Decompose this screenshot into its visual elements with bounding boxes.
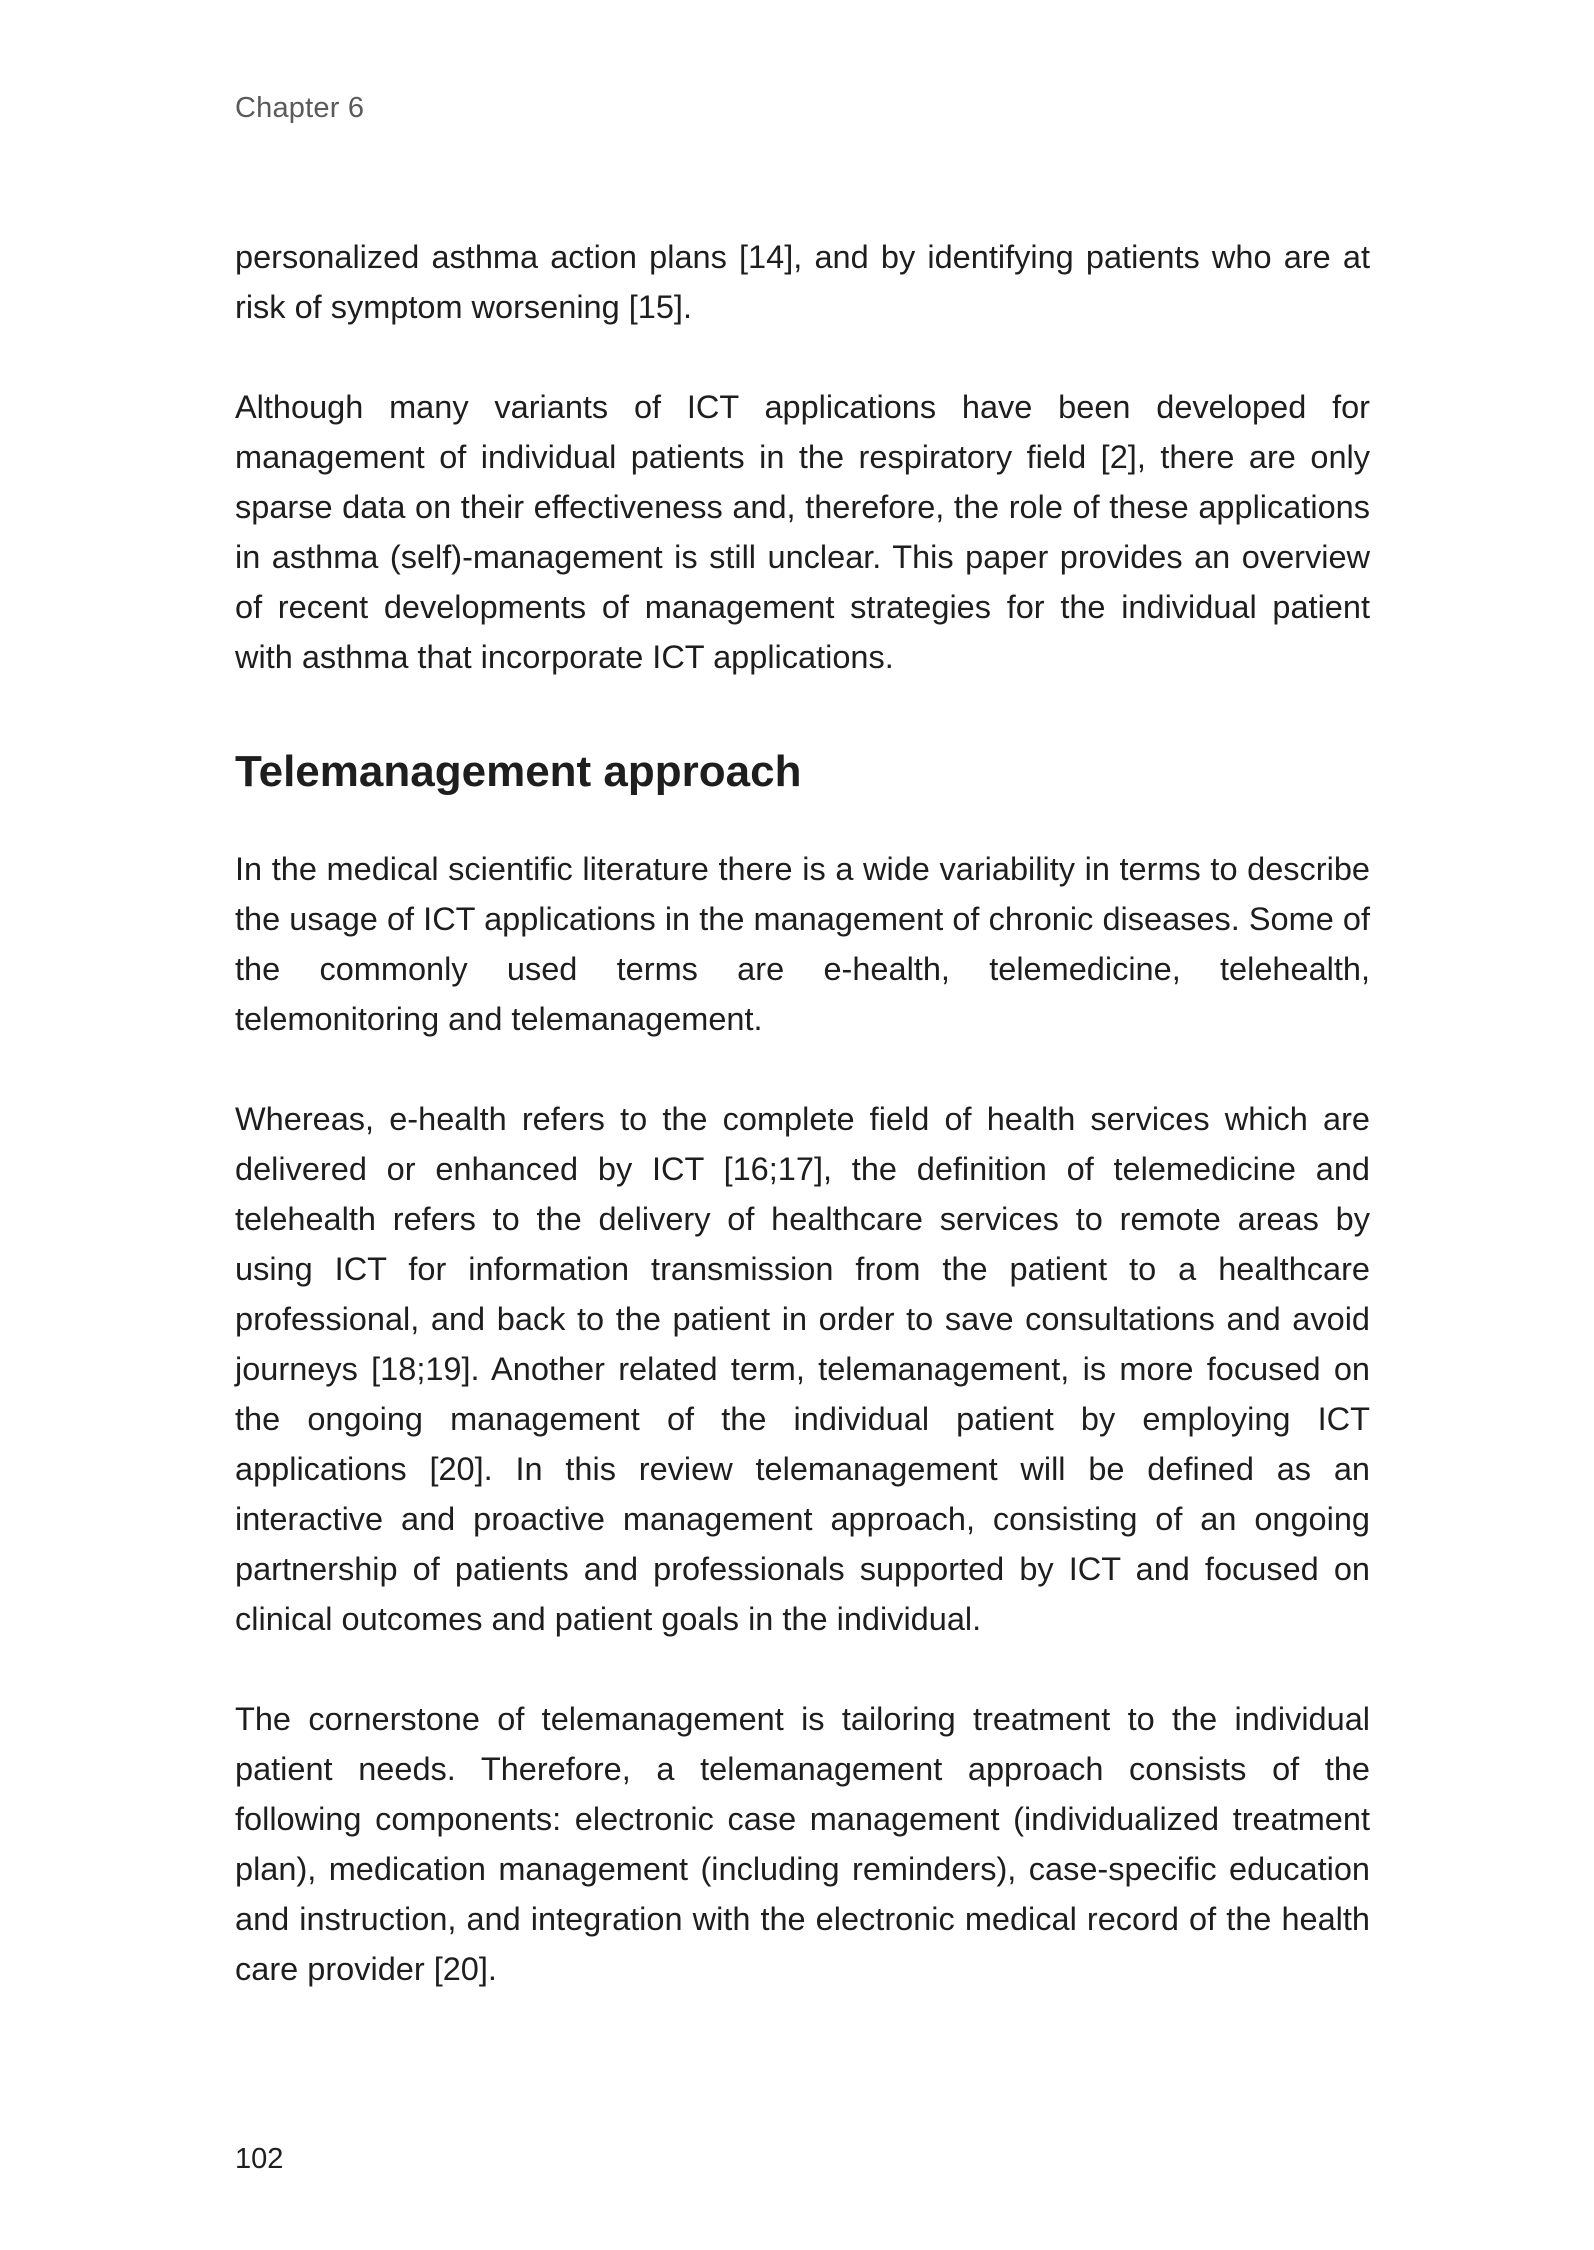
running-head: Chapter 6 xyxy=(235,92,365,124)
body-paragraph-2: Although many variants of ICT applications have been developed for management of individual patients in the respiratory field [2], there are only sparse data on their effectiveness and, therefore, the role of these applications in asthma (self)-management is still unclear. This paper provides an overview of recent developments of management strategies for the individual patient with asthma that incorporate ICT applications. xyxy=(235,389,1370,675)
body-paragraph-1: personalized asthma action plans [14], and by identifying patients who are at risk of symptom worsening [15]. xyxy=(235,239,1370,325)
page-body xyxy=(235,232,1370,2044)
body-paragraph-4: Whereas, e-health refers to the complete field of health services which are delivered or enhanced by ICT [16;17], the definition of telemedicine and telehealth refers to the delivery of healthcare services to remote areas by using ICT for information transmission from the patient to a healthcare professional, and back to the patient in order to save consultations and avoid journeys [18;19]. Another related term, telemanagement, is more focused on the ongoing management of the individual patient by employing ICT applications [20]. In this review telemanagement will be defined as an interactive and proactive management approach, consisting of an ongoing partnership of patients and professionals supported by ICT and focused on clinical outcomes and patient goals in the individual. xyxy=(235,1101,1370,1637)
body-paragraph-5: The cornerstone of telemanagement is tailoring treatment to the individual patient needs. Therefore, a telemanagement approach consists of the following components: electronic case management (individualized treatment plan), medication management (including reminders), case-specific education and instruction, and integration with the electronic medical record of the health care provider [20]. xyxy=(235,1701,1370,1987)
page-number: 102 xyxy=(235,2143,284,2175)
body-paragraph-3: In the medical scientific literature there is a wide variability in terms to describe the usage of ICT applications in the management of chronic diseases. Some of the commonly used terms are e-health, telemedicine, telehealth, telemonitoring and telemanagement. xyxy=(235,851,1370,1037)
section-heading: Telemanagement approach xyxy=(235,747,802,796)
